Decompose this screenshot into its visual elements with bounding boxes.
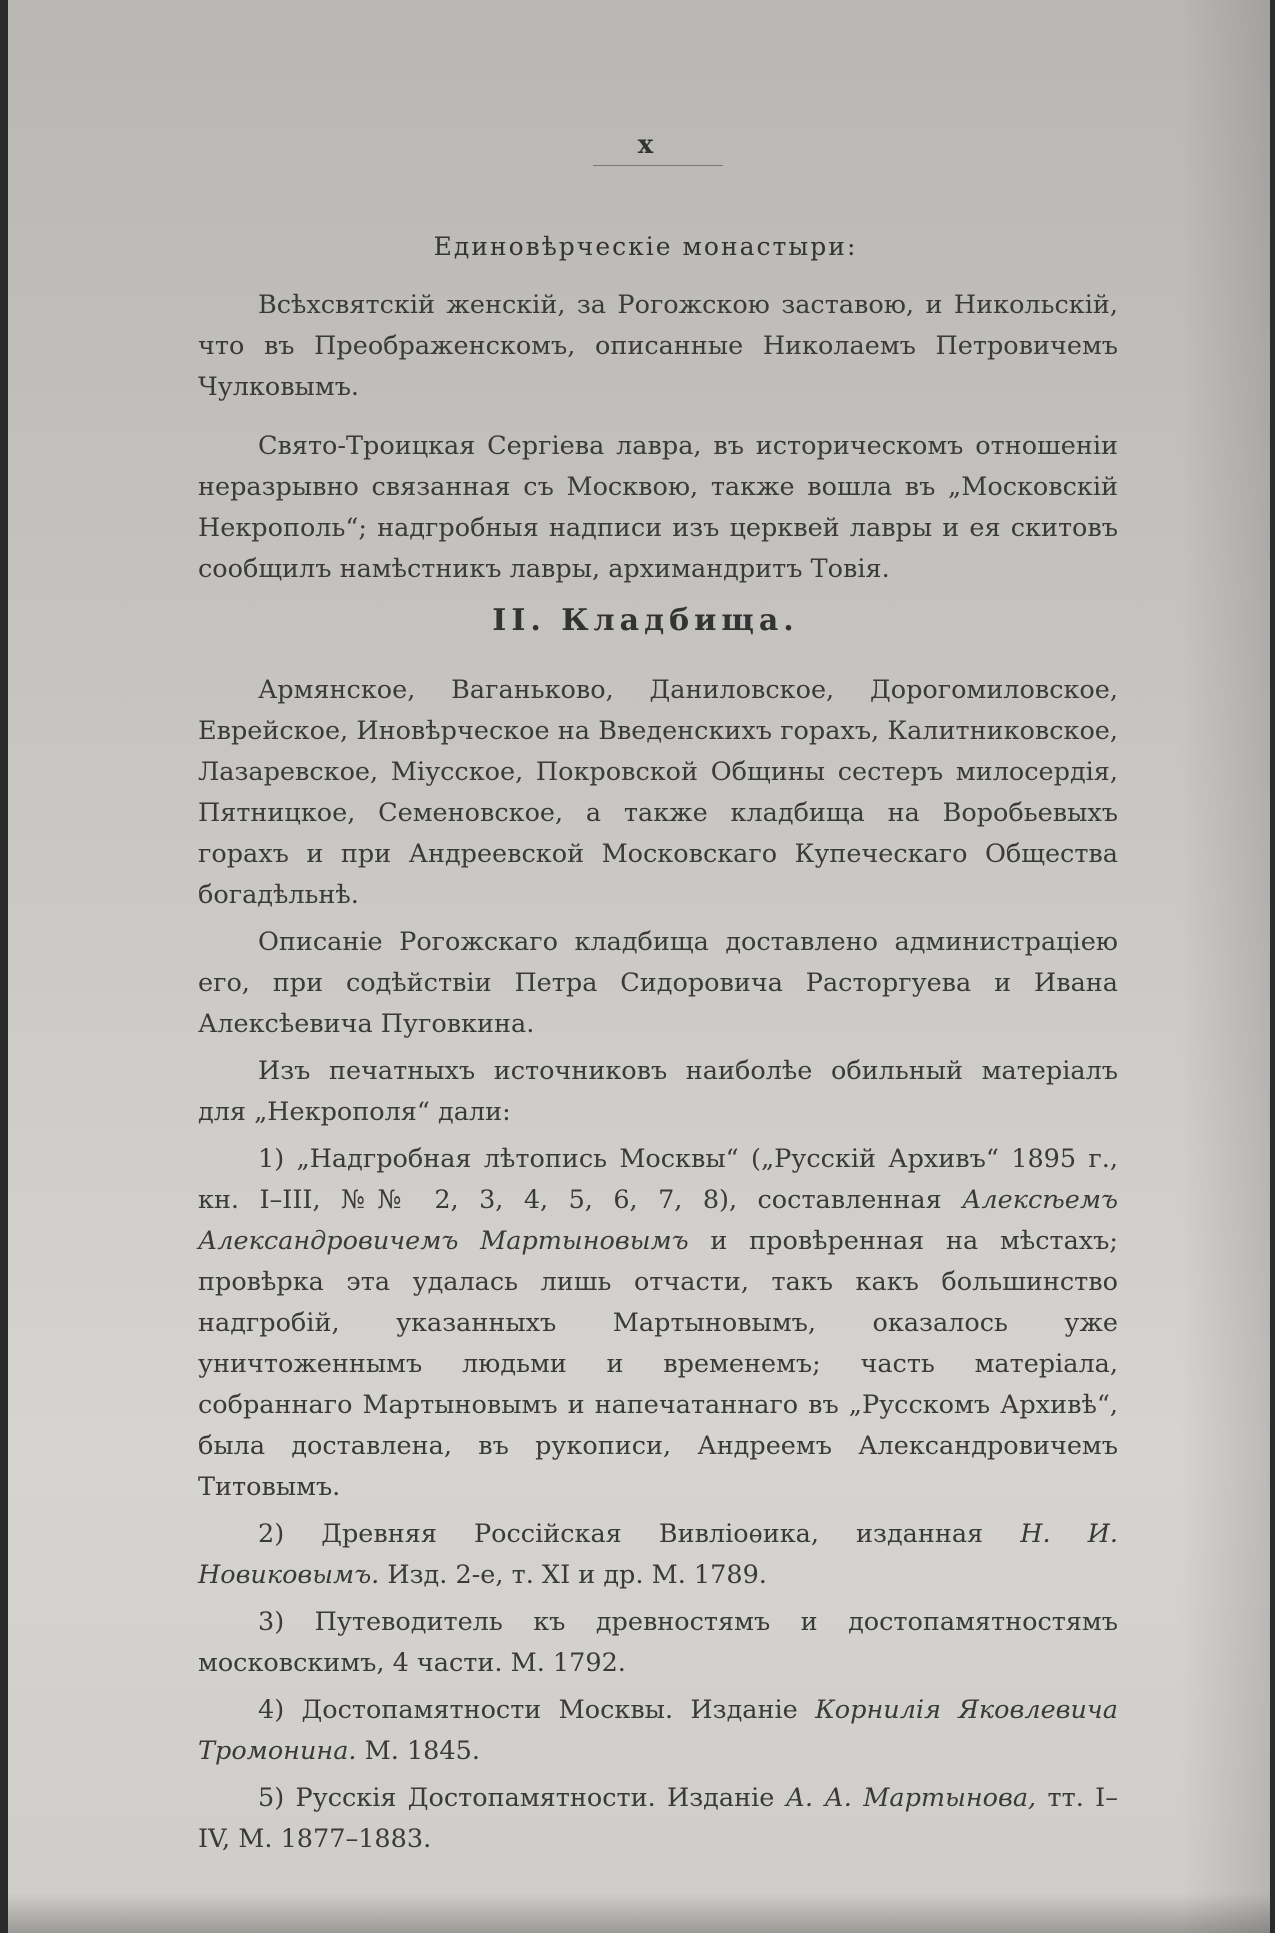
source-text: тт. I–IV, М. 1877–1883. [198,1783,1118,1854]
source-text: 4) Достопамятности Москвы. Изданіе [258,1695,816,1725]
source-author: Н. И. Новиковымъ. [198,1519,1118,1590]
book-page [8,0,1270,1933]
source-text: 1) „Надгробная лѣтопись Москвы“ („Русскій Архивъ“ 1895 г., кн. I–III, №№ 2, 3, 4, 5, 6, 7, 8), составленная [198,1144,1118,1215]
paragraph: Свято-Троицкая Сергіева лавра, въ историческомъ отношеніи неразрывно связанная съ Москвою, также вошла въ „Московскій Некрополь“; надгробныя надписи изъ церквей лавры и ея скитовъ сообщилъ намѣстникъ лавры, архимандритъ Товія. [198,431,1118,584]
page-number: x [637,130,654,160]
page-shadow-bottom [8,1893,1270,1933]
paragraph: Всѣхсвятскій женскій, за Рогожскою заставою, и Никольскій, что въ Преображенскомъ, описанные Николаемъ Петровичемъ Чулковымъ. [198,290,1118,402]
source-item [198,1514,1118,1596]
section-heading-cemeteries: II. Кладбища. [492,603,799,638]
source-item: 3) Путеводитель къ древностямъ и достопамятностямъ московскимъ, 4 части. М. 1792. [198,1607,1118,1678]
source-text: М. 1845. [356,1736,480,1766]
source-text: 2) Древняя Россійская Вивліоѳика, изданная [258,1519,1021,1549]
monasteries-text [198,285,1118,596]
source-item [198,1778,1118,1860]
source-text: и провѣренная на мѣстахъ; провѣрка эта удалась лишь отчасти, такъ какъ большинство надгробій, указанныхъ Мартыновымъ, оказалось уже уничтоженнымъ людьми и временемъ; часть матеріала, собраннаго Мартыновымъ и напечатаннаго въ „Русскомъ Архивѣ“, была доставлена, въ рукописи, Андреемъ Александровичемъ Титовымъ. [198,1226,1119,1502]
paragraph: Описаніе Рогожскаго кладбища доставлено администраціею его, при содѣйствіи Петра Сидоровича Расторгуева и Ивана Алексѣевича Пуговкина. [198,927,1118,1039]
source-author: Алексѣемъ Александровичемъ Мартыновымъ [198,1185,1118,1256]
paragraph: Армянское, Ваганьково, Даниловское, Дорогомиловское, Еврейское, Иновѣрческое на Введенскихъ горахъ, Калитниковское, Лазаревское, Міусское, Покровской Общины сестеръ милосердія, Пятницкое, Семеновское, а также кладбища на Воробьевыхъ горахъ и при Андреевской Московскаго Купеческаго Общества богадѣльнѣ. [198,675,1118,910]
cemeteries-text [198,670,1118,1866]
section-heading-monasteries: Единовѣрческіе монастыри: [433,232,858,261]
source-item [198,1690,1118,1772]
paragraph: Изъ печатныхъ источниковъ наиболѣе обильный матеріалъ для „Некрополя“ дали: [198,1056,1118,1127]
source-item [198,1139,1118,1508]
source-text: Изд. 2-е, т. XI и др. М. 1789. [379,1560,767,1590]
source-author: А. А. Мартынова, [785,1783,1037,1813]
page-shadow-right [1180,0,1270,1933]
source-author: Корнилія Яковлевича Тромонина. [198,1695,1118,1766]
source-text: 5) Русскія Достопамятности. Изданіе [258,1783,786,1813]
page-number-rule [593,165,723,166]
